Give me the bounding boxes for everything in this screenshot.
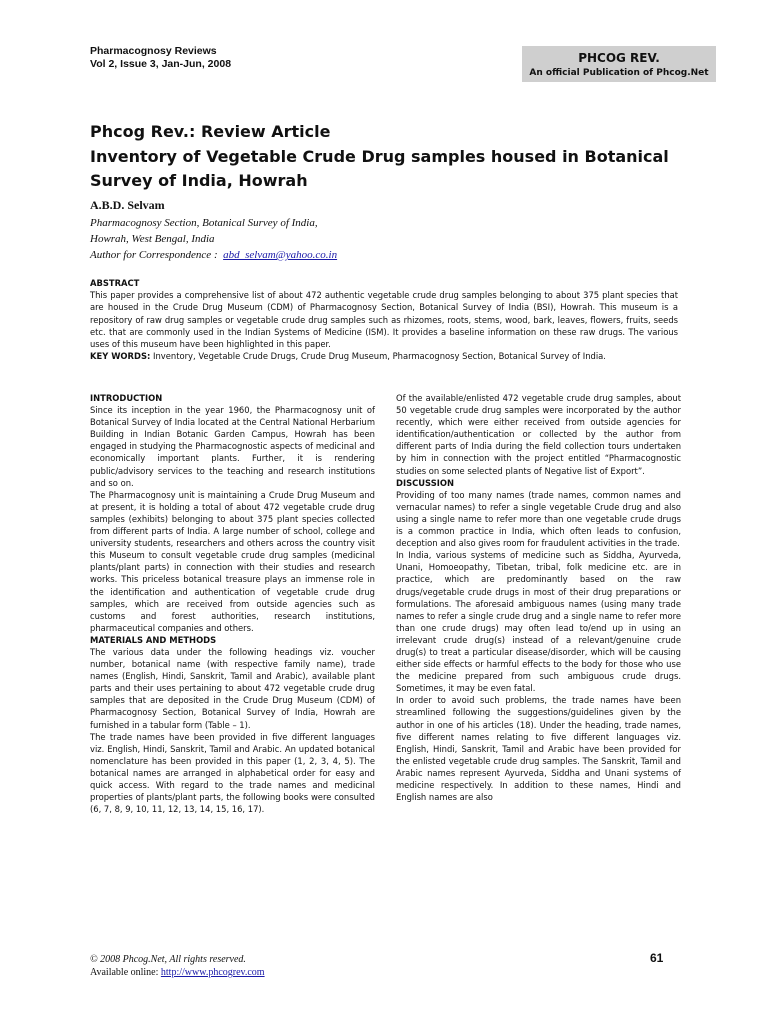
- paragraph: Providing of too many names (trade names, common names and vernacular names) to refer a single vegetable Crude drug and also using a single name to refer more than one vegetable crude drugs is a common practice in India, which often leads to confusion, deception and also gives room for fraudulent activities in the trade.: [396, 489, 681, 549]
- journal-issue: Vol 2, Issue 3, Jan-Jun, 2008: [90, 58, 232, 70]
- abstract-section: [90, 277, 678, 362]
- author-affiliation: [90, 215, 337, 263]
- right-column: [396, 392, 681, 803]
- keywords-line: [90, 350, 678, 362]
- correspondence-line: [90, 247, 337, 263]
- correspondence-label: Author for Correspondence :: [90, 249, 218, 261]
- header-box-title: PHCOG REV.: [578, 51, 660, 65]
- journal-website-link[interactable]: http://www.phcogrev.com: [160, 967, 265, 978]
- article-type: Phcog Rev.: Review Article: [90, 122, 331, 141]
- paragraph: Of the available/enlisted 472 vegetable crude drug samples, about 50 vegetable crude drug samples were incorporated by the author recently, which were either received from outside agencies for identification/authentication or collected by the author from different parts of India during the field collection tours undertaken by him in connection with the project entitled “Pharmacognostic studies on some selected plants of Negative list of Export”.: [396, 393, 681, 476]
- keywords-label: KEY WORDS:: [90, 351, 151, 362]
- copyright-notice: © 2008 Phcog.Net, All rights reserved.: [90, 954, 246, 965]
- page-footer: [90, 953, 265, 979]
- available-online-label: Available online:: [90, 967, 161, 978]
- discussion-heading: DISCUSSION: [396, 477, 454, 488]
- header-box-subtitle: An official Publication of Phcog.Net: [529, 68, 709, 78]
- keywords-text: Inventory, Vegetable Crude Drugs, Crude Drug Museum, Pharmacognosy Section, Botanical Survey of India.: [150, 351, 606, 362]
- paragraph: Since its inception in the year 1960, the Pharmacognosy unit of Botanical Survey of India located at the Central National Herbarium Building in Indian Botanic Garden Campus, Howrah has been engaged in studying the Pharmacognostic aspects of medicinal and economically important plants. Further, it is rendering public/advisory services to the teaching and research institutions and so on.: [90, 405, 375, 488]
- journal-info: [90, 45, 231, 71]
- article-title: Inventory of Vegetable Crude Drug samples housed in Botanical Survey of India, Howrah: [90, 147, 669, 190]
- paragraph: The various data under the following headings viz. voucher number, botanical name (with respective family name), trade names (English, Hindi, Sanskrit, Tamil and Arabic), available plant parts and their uses pertaining to about 472 vegetable crude drug samples that are deposited in the Crude Drug Museum (CDM) of Pharmacognosy Section, Botanical Survey of India, Howrah are furnished in a tabular form (Table – 1).: [90, 646, 375, 730]
- left-column: [90, 392, 375, 815]
- author-email-link[interactable]: abd_selvam@yahoo.co.in: [223, 249, 338, 261]
- affiliation-line-1: Pharmacognosy Section, Botanical Survey of India,: [90, 217, 318, 229]
- paragraph: The Pharmacognosy unit is maintaining a Crude Drug Museum and at present, it is holding a total of about 472 vegetable crude drug samples (exhibits) belonging to about 375 plant species collected from different parts of India. A large number of school, college and university students, researchers and others across the country visit this Museum to consult vegetable crude drug samples (medicinal plants/plant parts) in connection with their studies and research works. This priceless botanical treasure plays an immense role in the identification and authentication of vegetable crude drug samples, which are received from outside agencies such as customs and forest authorities, research institutions, pharmaceutical companies and others.: [90, 489, 375, 633]
- journal-header-box: [522, 46, 716, 82]
- page-number: 61: [650, 951, 664, 965]
- abstract-heading: ABSTRACT: [90, 278, 140, 288]
- journal-name: Pharmacognosy Reviews: [90, 45, 217, 57]
- methods-heading: MATERIALS AND METHODS: [90, 634, 217, 645]
- available-online-line: [90, 966, 265, 979]
- paragraph: In India, various systems of medicine such as Siddha, Ayurveda, Unani, Homoeopathy, Tibetan, tribal, folk medicine etc. are in practice, which are predominantly based on the raw drugs/vegetable crude drugs in most of their drug preparations or formulations. The aforesaid ambiguous names (using many trade names to refer a single crude drug and a single name to refer more than one crude drugs) may often lead to/end up in using an irrelevant crude drug(s) instead of a relevant/genuine crude drug(s) to treat a particular disease/disorder, which will be causing either side effects or harmful effects to the body for those who use the medicine prepared from such ambiguous crude drugs. Sometimes, it may be even fatal.: [396, 550, 681, 694]
- affiliation-line-2: Howrah, West Bengal, India: [90, 233, 215, 245]
- author-name: A.B.D. Selvam: [90, 198, 165, 212]
- paragraph: In order to avoid such problems, the trade names have been streamlined following the suggestions/guidelines given by the author in one of his articles (18). Under the heading, trade names, five different names relating to five different languages viz. English, Hindi, Sanskrit, Tamil and Arabic have been provided for the enlisted vegetable crude drug samples. The Sanskrit, Tamil and Arabic names represent Ayurveda, Siddha and Unani systems of medicine respectively. In addition to these names, Hindi and English names are also: [396, 695, 681, 803]
- abstract-text: This paper provides a comprehensive list of about 472 authentic vegetable crude drug samples belonging to about 375 plant species that are housed in the Crude Drug Museum (CDM) of Pharmacognosy Section, Botanical Survey of India (BSI), Howrah. This museum is a repository of raw drug samples or vegetable crude drug samples such as rhizomes, roots, stems, wood, bark, leaves, flowers, fruits, seeds etc. that are commonly used in the Indian Systems of Medicine (ISM). It provides a baseline information on these raw drugs. The various uses of this museum have been highlighted in this paper.: [90, 290, 678, 350]
- paragraph: The trade names have been provided in five different languages viz. English, Hindi, Sanskrit, Tamil and Arabic. An updated botanical nomenclature has been provided in this paper (1, 2, 3, 4, 5). The botanical names are arranged in alphabetical order for easy and quick access. With regard to the trade names and medicinal properties of plants/plant parts, the following books were consulted (6, 7, 8, 9, 10, 11, 12, 13, 14, 15, 16, 17).: [90, 731, 375, 815]
- introduction-heading: INTRODUCTION: [90, 393, 163, 403]
